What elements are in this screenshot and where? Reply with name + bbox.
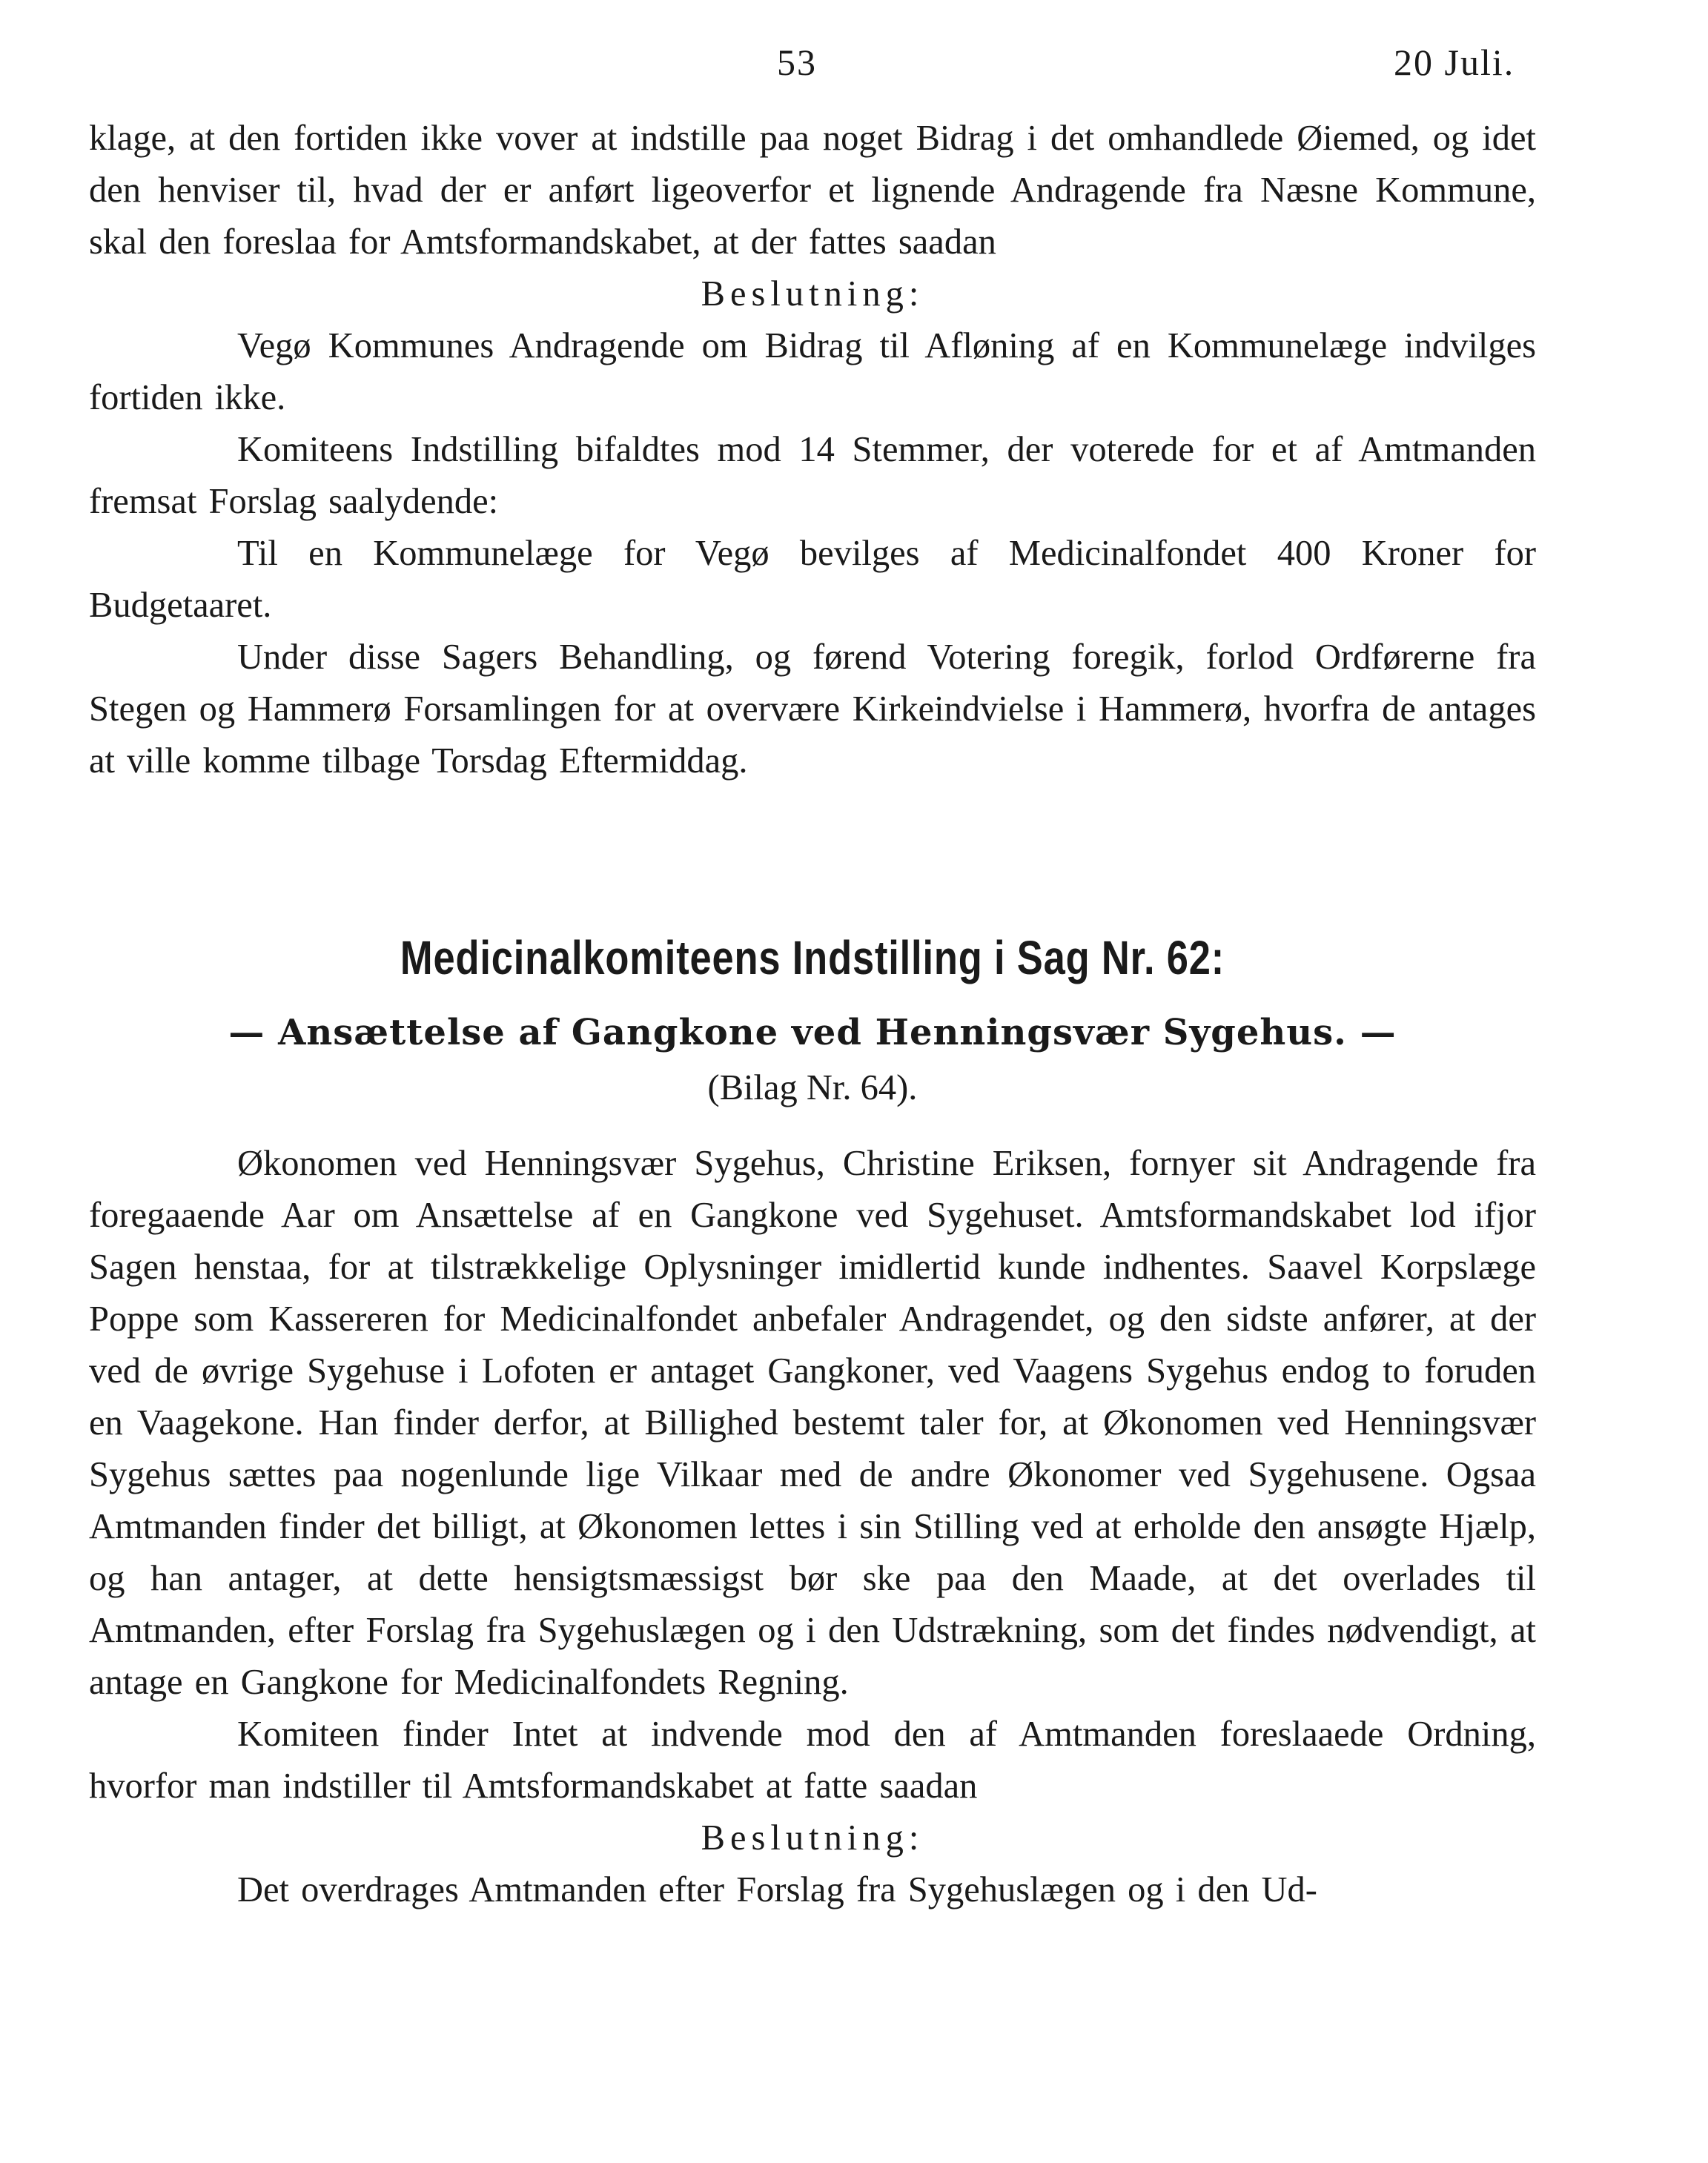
header-date: 20 Juli. xyxy=(1394,42,1515,83)
paragraph: Komiteen finder Intet at indvende mod den af Amtmanden foreslaaede Ordning, hvorfor man indstiller til Amtsformandskabet at fatte saadan xyxy=(89,1715,1536,1806)
paragraph: Komiteens Indstilling bifaldtes mod 14 Stemmer, der voterede for et af Amtmanden fremsat Forslag saalydende: xyxy=(89,430,1536,521)
paragraph: Det overdrages Amtmanden efter Forslag fra Sygehuslægen og i den Ud- xyxy=(237,1870,1317,1909)
section-title: Medicinalkomiteens Indstilling i Sag Nr. 62: xyxy=(400,931,1225,984)
page-number: 53 xyxy=(777,42,817,83)
paragraph: Under disse Sagers Behandling, og førend Votering foregik, forlod Ordførerne fra Stegen og Hammerø Forsamlingen for at overvære Kirkeindvielse i Hammerø, hvorfra de antages at ville komme tilbage Torsdag Eftermiddag. xyxy=(89,637,1536,781)
page-header xyxy=(0,41,1708,85)
paragraph: klage, at den fortiden ikke vover at indstille paa noget Bidrag i det omhandlede Øiemed, og idet den henviser til, hvad der er anført ligeoverfor et lignende Andragende fra Næsne Kommune, skal den foreslaa for Amtsformandskabet, at der fattes saadan xyxy=(89,119,1536,262)
section-subtitle: — Ansættelse af Gangkone ved Henningsvær Sygehus. — xyxy=(228,1012,1397,1053)
section-2-text xyxy=(89,1138,1536,1916)
paragraph: Vegø Kommunes Andragende om Bidrag til Afløning af en Kommunelæge indvilges fortiden ikke. xyxy=(89,326,1536,417)
paragraph: Til en Kommunelæge for Vegø bevilges af Medicinalfondet 400 Kroner for Budgetaaret. xyxy=(89,534,1536,625)
decision-heading: Beslutning: xyxy=(701,274,924,314)
section-1-text xyxy=(89,113,1536,787)
paragraph: Økonomen ved Henningsvær Sygehus, Christine Eriksen, fornyer sit Andragende fra foregaaende Aar om Ansættelse af en Gangkone ved Sygehuset. Amtsformandskabet lod ifjor Sagen henstaa, for at tilstrækkelige Oplysninger imidlertid kunde indhentes. Saavel Korpslæge Poppe som Kassereren for Medicinalfondet anbefaler Andragendet, og den sidste anfører, at der ved de øvrige Sygehuse i Lofoten er antaget Gangkoner, ved Vaagens Sygehus endog to foruden en Vaagekone. Han finder derfor, at Billighed bestemt taler for, at Økonomen ved Henningsvær Sygehus sættes paa nogenlunde lige Vilkaar med de andre Økonomer ved Sygehusene. Ogsaa Amtmanden finder det billigt, at Økonomen lettes i sin Stilling ved at erholde den ansøgte Hjælp, og han antager, at dette hensigtsmæssigst bør ske paa den Maade, at det overlades til Amtmanden, efter Forslag fra Sygehuslægen og i den Udstrækning, som det findes nødvendigt, at antage en Gangkone for Medicinalfondets Regning. xyxy=(89,1144,1536,1702)
decision-heading: Beslutning: xyxy=(701,1818,924,1858)
section-reference: (Bilag Nr. 64). xyxy=(707,1068,918,1107)
